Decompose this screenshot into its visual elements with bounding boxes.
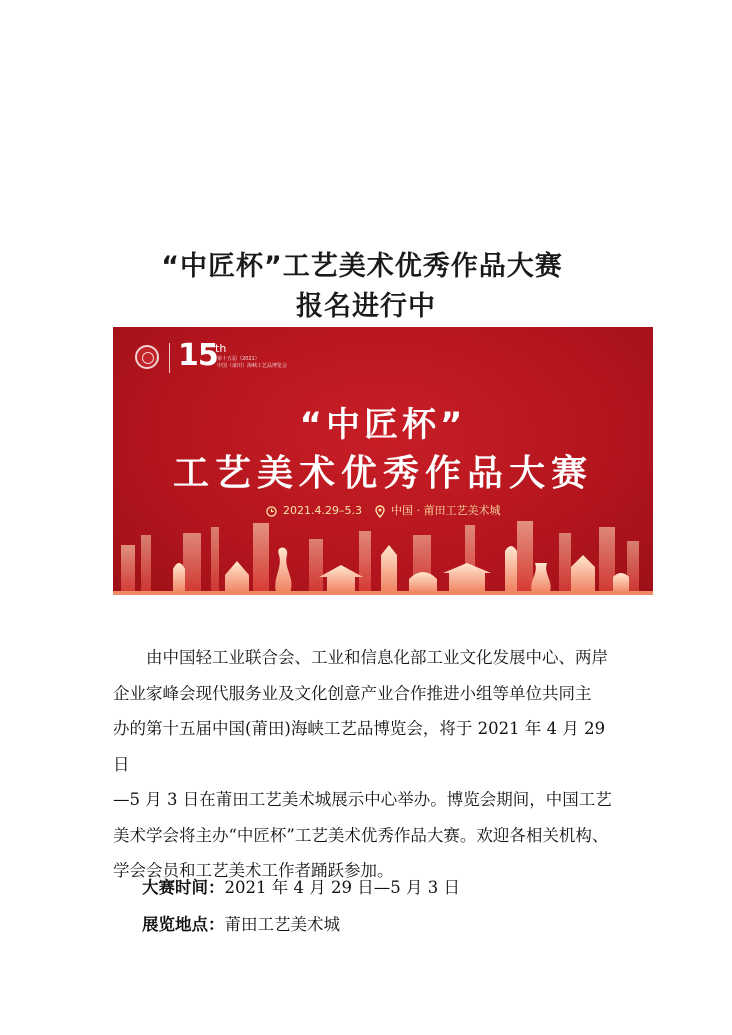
paragraph-line: —5 月 3 日在莆田工艺美术城展示中心举办。博览会期间，中国工艺 [113,790,612,809]
paragraph-line: 美术学会将主办“中匠杯”工艺美术优秀作品大赛。欢迎各相关机构、 [113,825,609,845]
page-subtitle: 报名进行中 [296,291,436,322]
contest-time-value: 2021 年 4 月 29 日—5 月 3 日 [224,878,460,897]
city-skyline-illustration [113,505,653,595]
society-seal-icon [135,345,159,369]
banner-date-text: 2021.4.29–5.3 [283,504,362,517]
banner-main-title: 工艺美术优秀作品大赛 [172,453,593,494]
page-title: “中匠杯”工艺美术优秀作品大赛 [161,251,563,282]
expo-logo-line-1: 第十五届（2021） [217,356,260,362]
paragraph-line: 办的第十五届中国(莆田)海峡工艺品博览会，将于 2021 年 4 月 29 日 [113,719,606,774]
venue [142,911,340,935]
logo-divider [169,343,170,373]
intro-paragraph [113,640,623,889]
event-banner [113,327,653,595]
banner-place-text: 中国 · 莆田工艺美术城 [391,504,501,517]
anniversary-number: 15 [178,338,218,373]
venue-label: 展览地点： [142,915,225,934]
contest-time-label: 大赛时间： [142,878,225,897]
paragraph-line: 由中国轻工业联合会、工业和信息化部工业文化发展中心、两岸 [146,648,608,667]
anniversary-suffix: th [215,342,227,355]
expo-logo-text [217,356,287,370]
expo-logo-line-2: 中国（莆田）海峡工艺品博览会 [217,363,288,369]
contest-time [142,874,460,898]
venue-value: 莆田工艺美术城 [224,915,340,934]
paragraph-line: 企业家峰会现代服务业及文化创意产业合作推进小组等单位共同主 [113,683,592,703]
paragraph-line: 学会会员和工艺美术工作者踊跃参加。 [113,861,394,880]
banner-quote-title: “中匠杯” [299,405,467,445]
